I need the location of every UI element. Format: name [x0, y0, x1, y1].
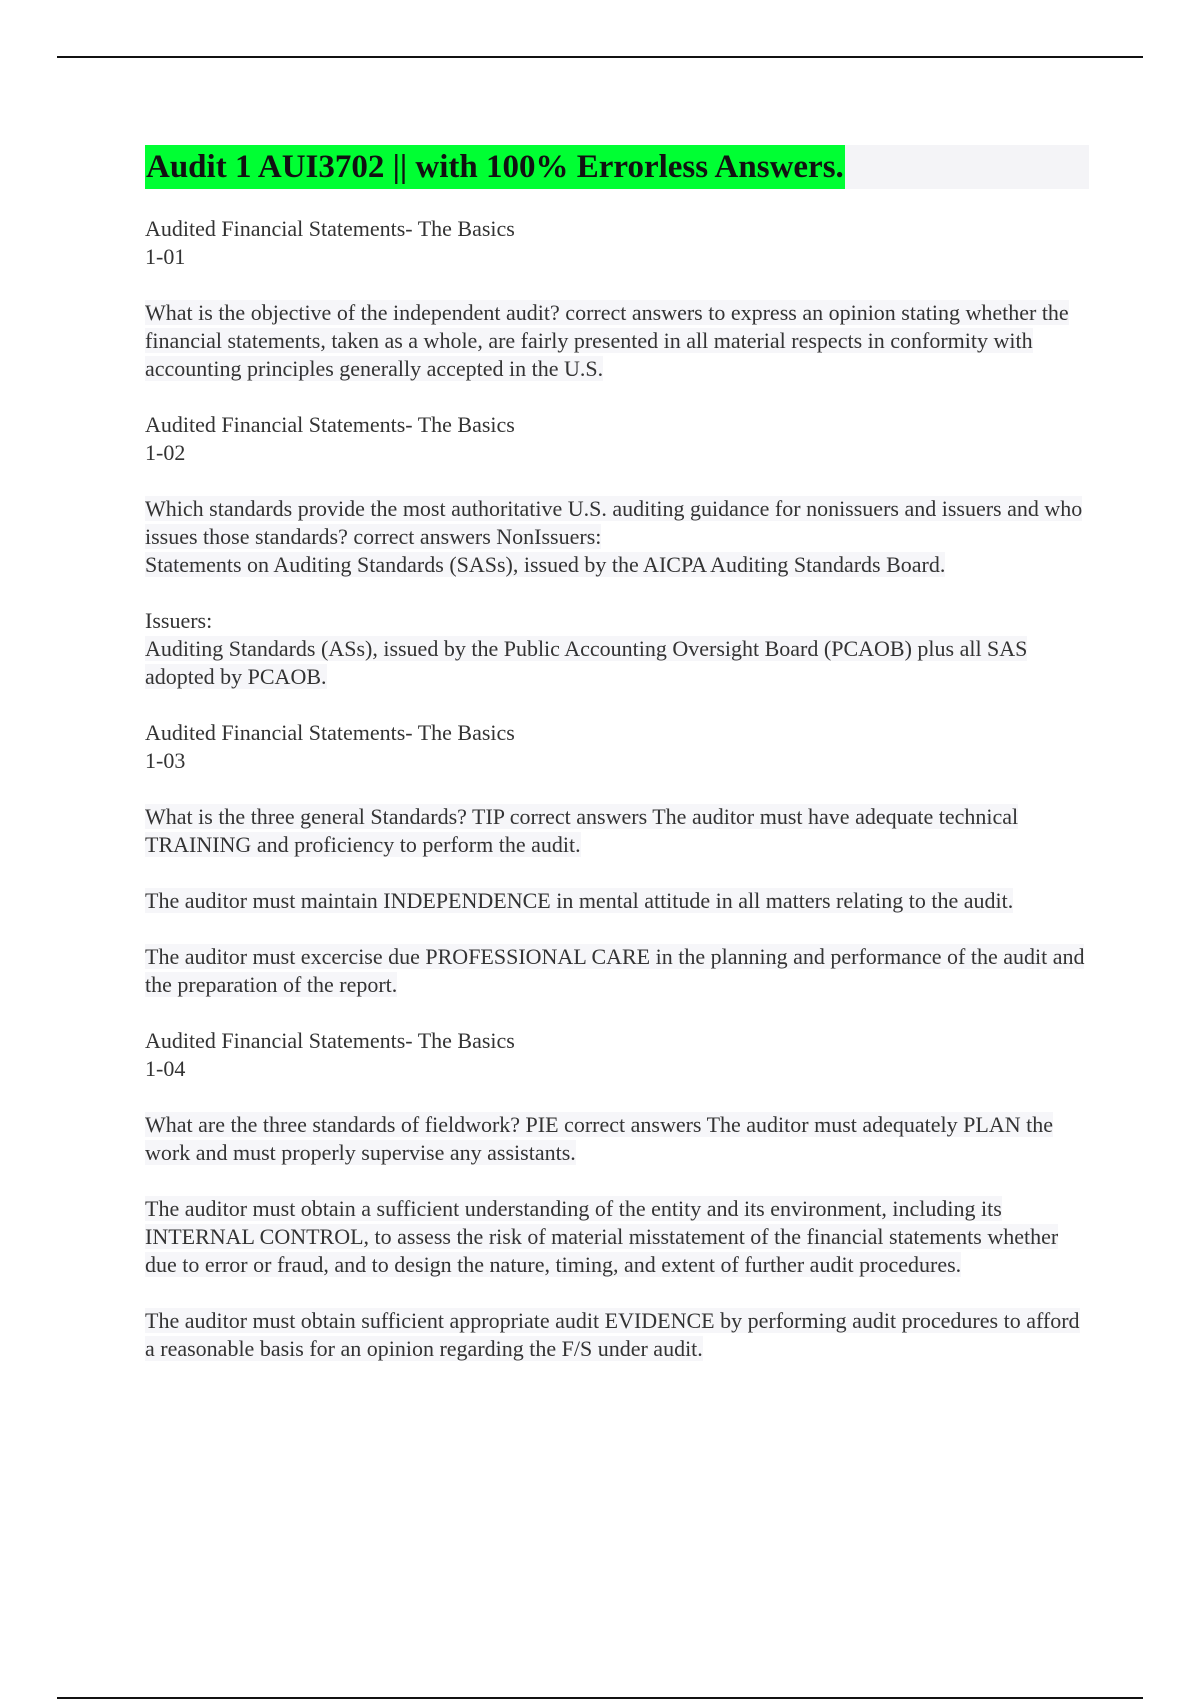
paragraph-text: The auditor must maintain INDEPENDENCE in mental attitude in all matters relating to the audit. [145, 888, 1014, 913]
bottom-rule [57, 1697, 1143, 1699]
paragraph-text: The auditor must excercise due PROFESSIONAL CARE in the planning and performance of the audit and the preparation of the report. [145, 944, 1085, 997]
document-body [145, 145, 1090, 1363]
paragraph-text: Auditing Standards (ASs), issued by the Public Accounting Oversight Board (PCAOB) plus all SAS adopted by PCAOB. [145, 636, 1028, 689]
section-paragraph [145, 607, 1090, 635]
section-paragraph [145, 635, 1090, 691]
document-title: Audit 1 AUI3702 || with 100% Errorless Answers. [145, 145, 845, 189]
title-bar [145, 145, 1089, 189]
section-4 [145, 1027, 1090, 1363]
section-code: 1-03 [145, 748, 186, 773]
section-1 [145, 215, 1090, 383]
section-paragraph [145, 803, 1090, 859]
section-code: 1-01 [145, 244, 186, 269]
section-code: 1-04 [145, 1056, 186, 1081]
paragraph-text: The auditor must obtain sufficient appropriate audit EVIDENCE by performing audit procedures to afford a reasonable basis for an opinion regarding the F/S under audit. [145, 1308, 1080, 1361]
section-paragraph [145, 299, 1090, 383]
paragraph-text: What are the three standards of fieldwork? PIE correct answers The auditor must adequately PLAN the work and must properly supervise any assistants. [145, 1112, 1053, 1165]
section-heading: Audited Financial Statements- The Basics [145, 1028, 515, 1053]
paragraph-text: Issuers: [145, 608, 213, 633]
section-paragraph [145, 1195, 1090, 1279]
section-3 [145, 719, 1090, 999]
section-heading: Audited Financial Statements- The Basics [145, 720, 515, 745]
paragraph-text: Which standards provide the most authoritative U.S. auditing guidance for nonissuers and issuers and who issues those standards? correct answers NonIssuers: [145, 496, 1083, 549]
section-paragraph [145, 887, 1090, 915]
section-paragraph [145, 1307, 1090, 1363]
paragraph-text: What is the three general Standards? TIP correct answers The auditor must have adequate technical TRAINING and proficiency to perform the audit. [145, 804, 1019, 857]
section-paragraph [145, 495, 1090, 551]
section-code: 1-02 [145, 440, 186, 465]
section-paragraph [145, 943, 1090, 999]
section-heading: Audited Financial Statements- The Basics [145, 216, 515, 241]
top-rule [57, 56, 1143, 58]
section-heading: Audited Financial Statements- The Basics [145, 412, 515, 437]
paragraph-text: What is the objective of the independent audit? correct answers to express an opinion stating whether the financial statements, taken as a whole, are fairly presented in all material respects in conformity with accounting principles generally accepted in the U.S. [145, 300, 1069, 381]
section-2 [145, 411, 1090, 691]
paragraph-text: Statements on Auditing Standards (SASs), issued by the AICPA Auditing Standards Board. [145, 552, 946, 577]
section-paragraph [145, 1111, 1090, 1167]
section-paragraph [145, 551, 1090, 579]
paragraph-text: The auditor must obtain a sufficient understanding of the entity and its environment, including its INTERNAL CONTROL, to assess the risk of material misstatement of the financial statements whether due to error or fraud, and to design the nature, timing, and extent of further audit procedures. [145, 1196, 1059, 1277]
